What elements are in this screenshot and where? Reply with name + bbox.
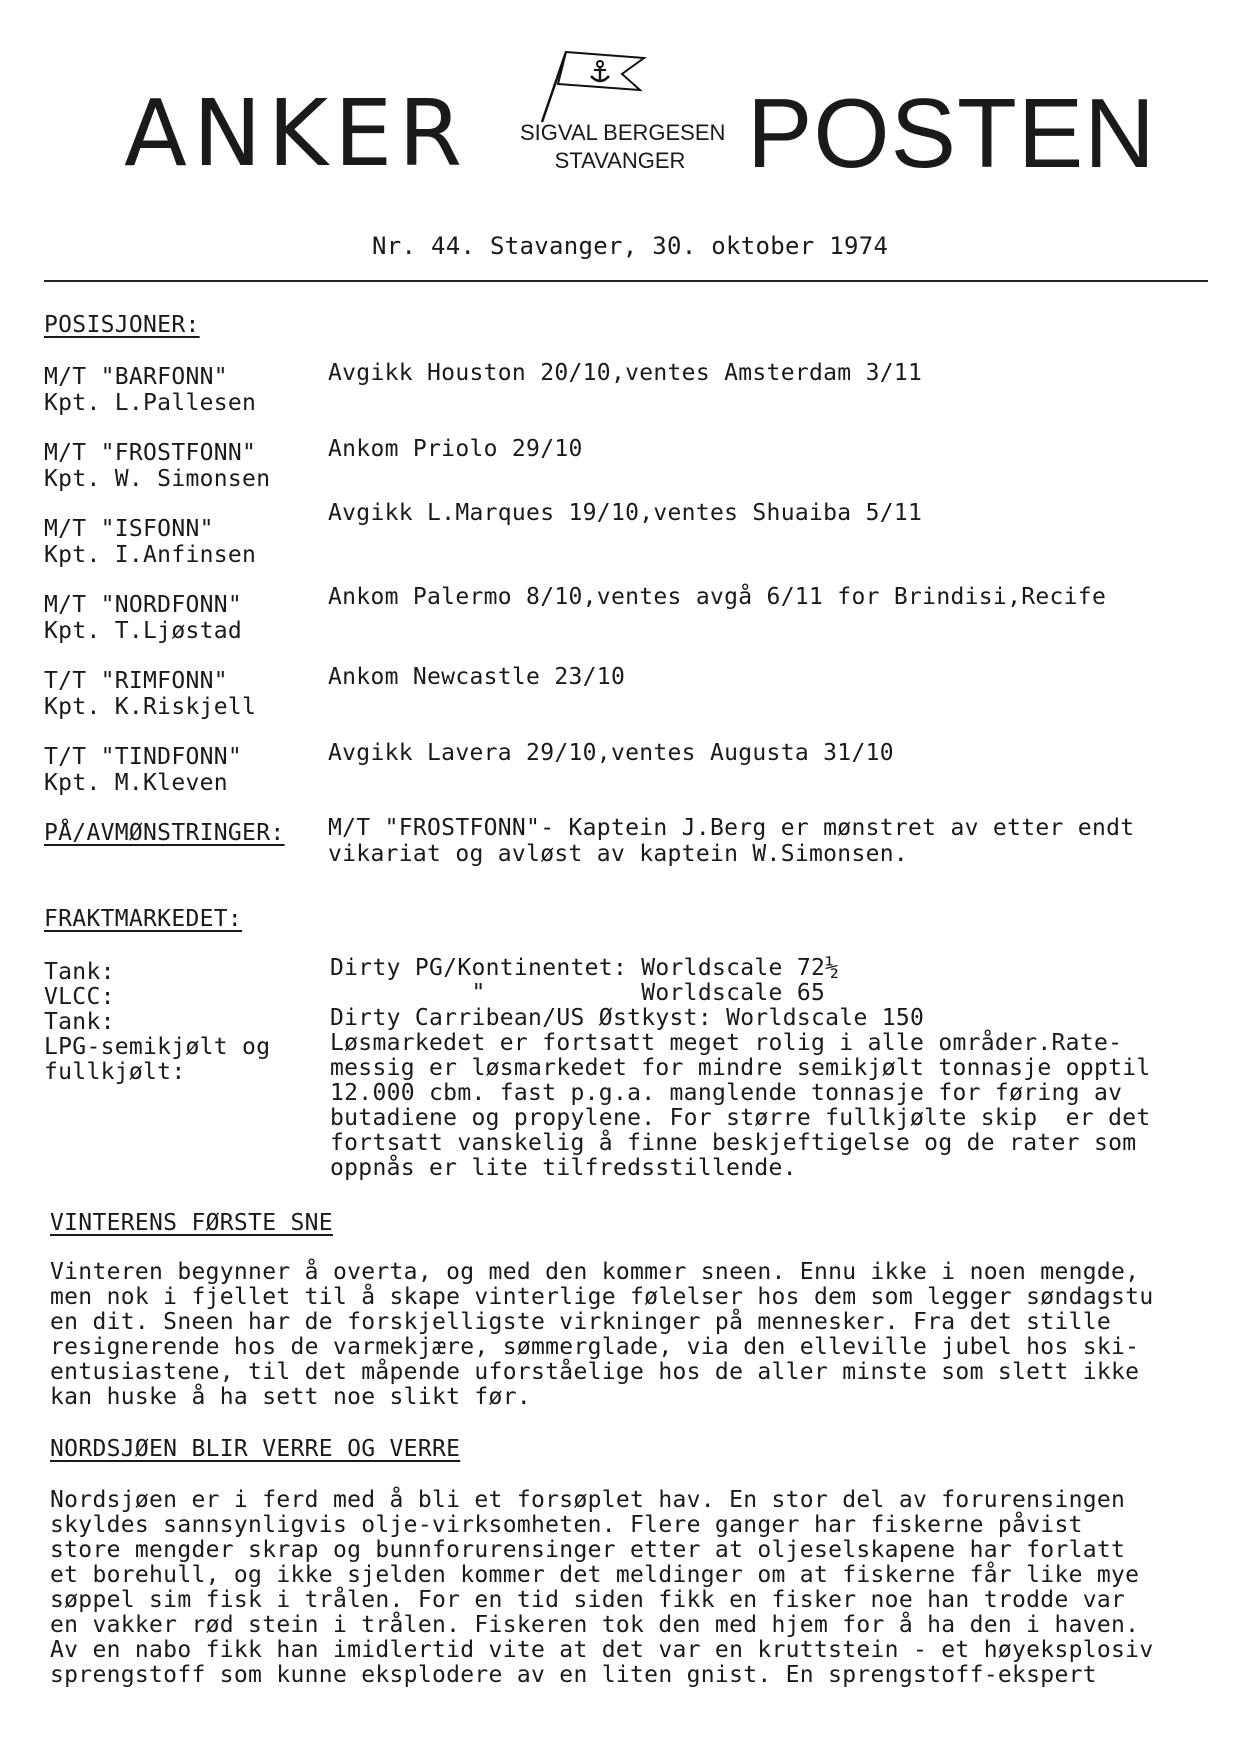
ship-name: T/T "RIMFONN" (44, 668, 228, 694)
ship-captain: Kpt. K.Riskjell (44, 694, 257, 720)
article-line: sprengstoff som kunne eksplodere av en liten gnist. En sprengstoff-ekspert (50, 1662, 1097, 1688)
market-label: LPG-semikjølt og (44, 1034, 271, 1060)
ship-name: M/T "BARFONN" (44, 364, 228, 390)
pa-avmonstringer-line: vikariat og avløst av kaptein W.Simonsen. (328, 841, 909, 867)
market-line: butadiene og propylene. For større fullkjølte skip er det (330, 1105, 1151, 1131)
market-label: Tank: (44, 959, 115, 985)
ship-captain: Kpt. I.Anfinsen (44, 542, 257, 568)
ship-status: Avgikk Houston 20/10,ventes Amsterdam 3/11 (328, 360, 923, 386)
ship-status: Ankom Newcastle 23/10 (328, 664, 626, 690)
market-line: " Worldscale 65 (330, 980, 826, 1006)
article-heading-nordsjoen: NORDSJØEN BLIR VERRE OG VERRE (50, 1436, 461, 1462)
ship-status: Avgikk L.Marques 19/10,ventes Shuaiba 5/11 (328, 500, 923, 526)
article-line: Nordsjøen er i ferd med å bli et forsøplet hav. En stor del av forurensingen (50, 1487, 1126, 1513)
article-line: resignerende hos de varmekjære, sømmerglade, via den elleville jubel hos ski- (50, 1334, 1140, 1360)
article-line: men nok i fjellet til å skape vinterlige følelser hos dem som legger søndagstu (50, 1284, 1154, 1310)
article-line: en vakker rød stein i trålen. Fiskeren tok den med hjem for å ha den i haven. (50, 1612, 1140, 1638)
market-label: fullkjølt: (44, 1059, 186, 1085)
article-line: kan huske å ha sett noe slikt før. (50, 1384, 532, 1410)
article-line: en dit. Sneen har de forskjelligste virkninger på mennesker. Fra det stille (50, 1309, 1112, 1335)
article-line: Vinteren begynner å overta, og med den kommer sneen. Ennu ikke i noen mengde, (50, 1259, 1140, 1285)
masthead-city: STAVANGER (554, 148, 686, 173)
market-label: Tank: (44, 1009, 115, 1035)
market-line: Dirty PG/Kontinentet: Worldscale 72½ (330, 955, 840, 981)
article-heading-vinterens-forste-sne: VINTERENS FØRSTE SNE (50, 1210, 333, 1236)
ship-captain: Kpt. M.Kleven (44, 770, 228, 796)
market-line: Dirty Carribean/US Østkyst: Worldscale 150 (330, 1005, 925, 1031)
pa-avmonstringer-line: M/T "FROSTFONN"- Kaptein J.Berg er mønstret av etter endt (328, 815, 1135, 841)
issue-line: Nr. 44. Stavanger, 30. oktober 1974 (372, 232, 889, 260)
ship-captain: Kpt. L.Pallesen (44, 390, 257, 416)
ship-status: Avgikk Lavera 29/10,ventes Augusta 31/10 (328, 740, 894, 766)
article-line: skyldes sannsynligvis olje-virksomheten. Flere ganger har fiskerne påvist (50, 1512, 1083, 1538)
ship-name: M/T "ISFONN" (44, 516, 214, 542)
header-rule (44, 280, 1208, 282)
market-line: 12.000 cbm. fast p.g.a. manglende tonnasje for føring av (330, 1080, 1123, 1106)
anchor-flag-icon (536, 44, 648, 124)
market-label: VLCC: (44, 984, 115, 1010)
ship-name: M/T "FROSTFONN" (44, 440, 257, 466)
ship-name: M/T "NORDFONN" (44, 592, 243, 618)
ship-status: Ankom Priolo 29/10 (328, 436, 583, 462)
section-heading-pa-avmonstringer: PÅ/AVMØNSTRINGER: (44, 820, 285, 846)
section-heading-posisjoner: POSISJONER: (44, 312, 200, 338)
article-line: entusiastene, til det måpende uforståelige hos de aller minste som slett ikke (50, 1359, 1140, 1385)
section-heading-fraktmarkedet: FRAKTMARKEDET: (44, 906, 243, 932)
market-line: fortsatt vanskelig å finne beskjeftigelse og de rater som (330, 1130, 1137, 1156)
ship-name: T/T "TINDFONN" (44, 744, 243, 770)
article-line: et borehull, og ikke sjelden kommer det meldinger om at fiskerne får like mye (50, 1562, 1140, 1588)
article-line: søppel sim fisk i trålen. For en tid siden fikk en fisker noe han trodde var (50, 1587, 1126, 1613)
masthead-anker: ANKER (124, 80, 469, 187)
market-line: Løsmarkedet er fortsatt meget rolig i alle områder.Rate- (330, 1030, 1123, 1056)
article-line: store mengder skrap og bunnforurensinger etter at oljeselskapene har forlatt (50, 1537, 1126, 1563)
masthead-posten: POSTEN (747, 78, 1156, 188)
ship-captain: Kpt. W. Simonsen (44, 466, 271, 492)
market-line: oppnås er lite tilfredsstillende. (330, 1155, 797, 1181)
ship-status: Ankom Palermo 8/10,ventes avgå 6/11 for Brindisi,Recife (328, 584, 1107, 610)
article-line: Av en nabo fikk han imidlertid vite at det var en kruttstein - et høyeksplosiv (50, 1637, 1154, 1663)
masthead-company: SIGVAL BERGESEN (520, 120, 726, 145)
market-line: messig er løsmarkedet for mindre semikjølt tonnasje opptil (330, 1055, 1151, 1081)
ship-captain: Kpt. T.Ljøstad (44, 618, 243, 644)
